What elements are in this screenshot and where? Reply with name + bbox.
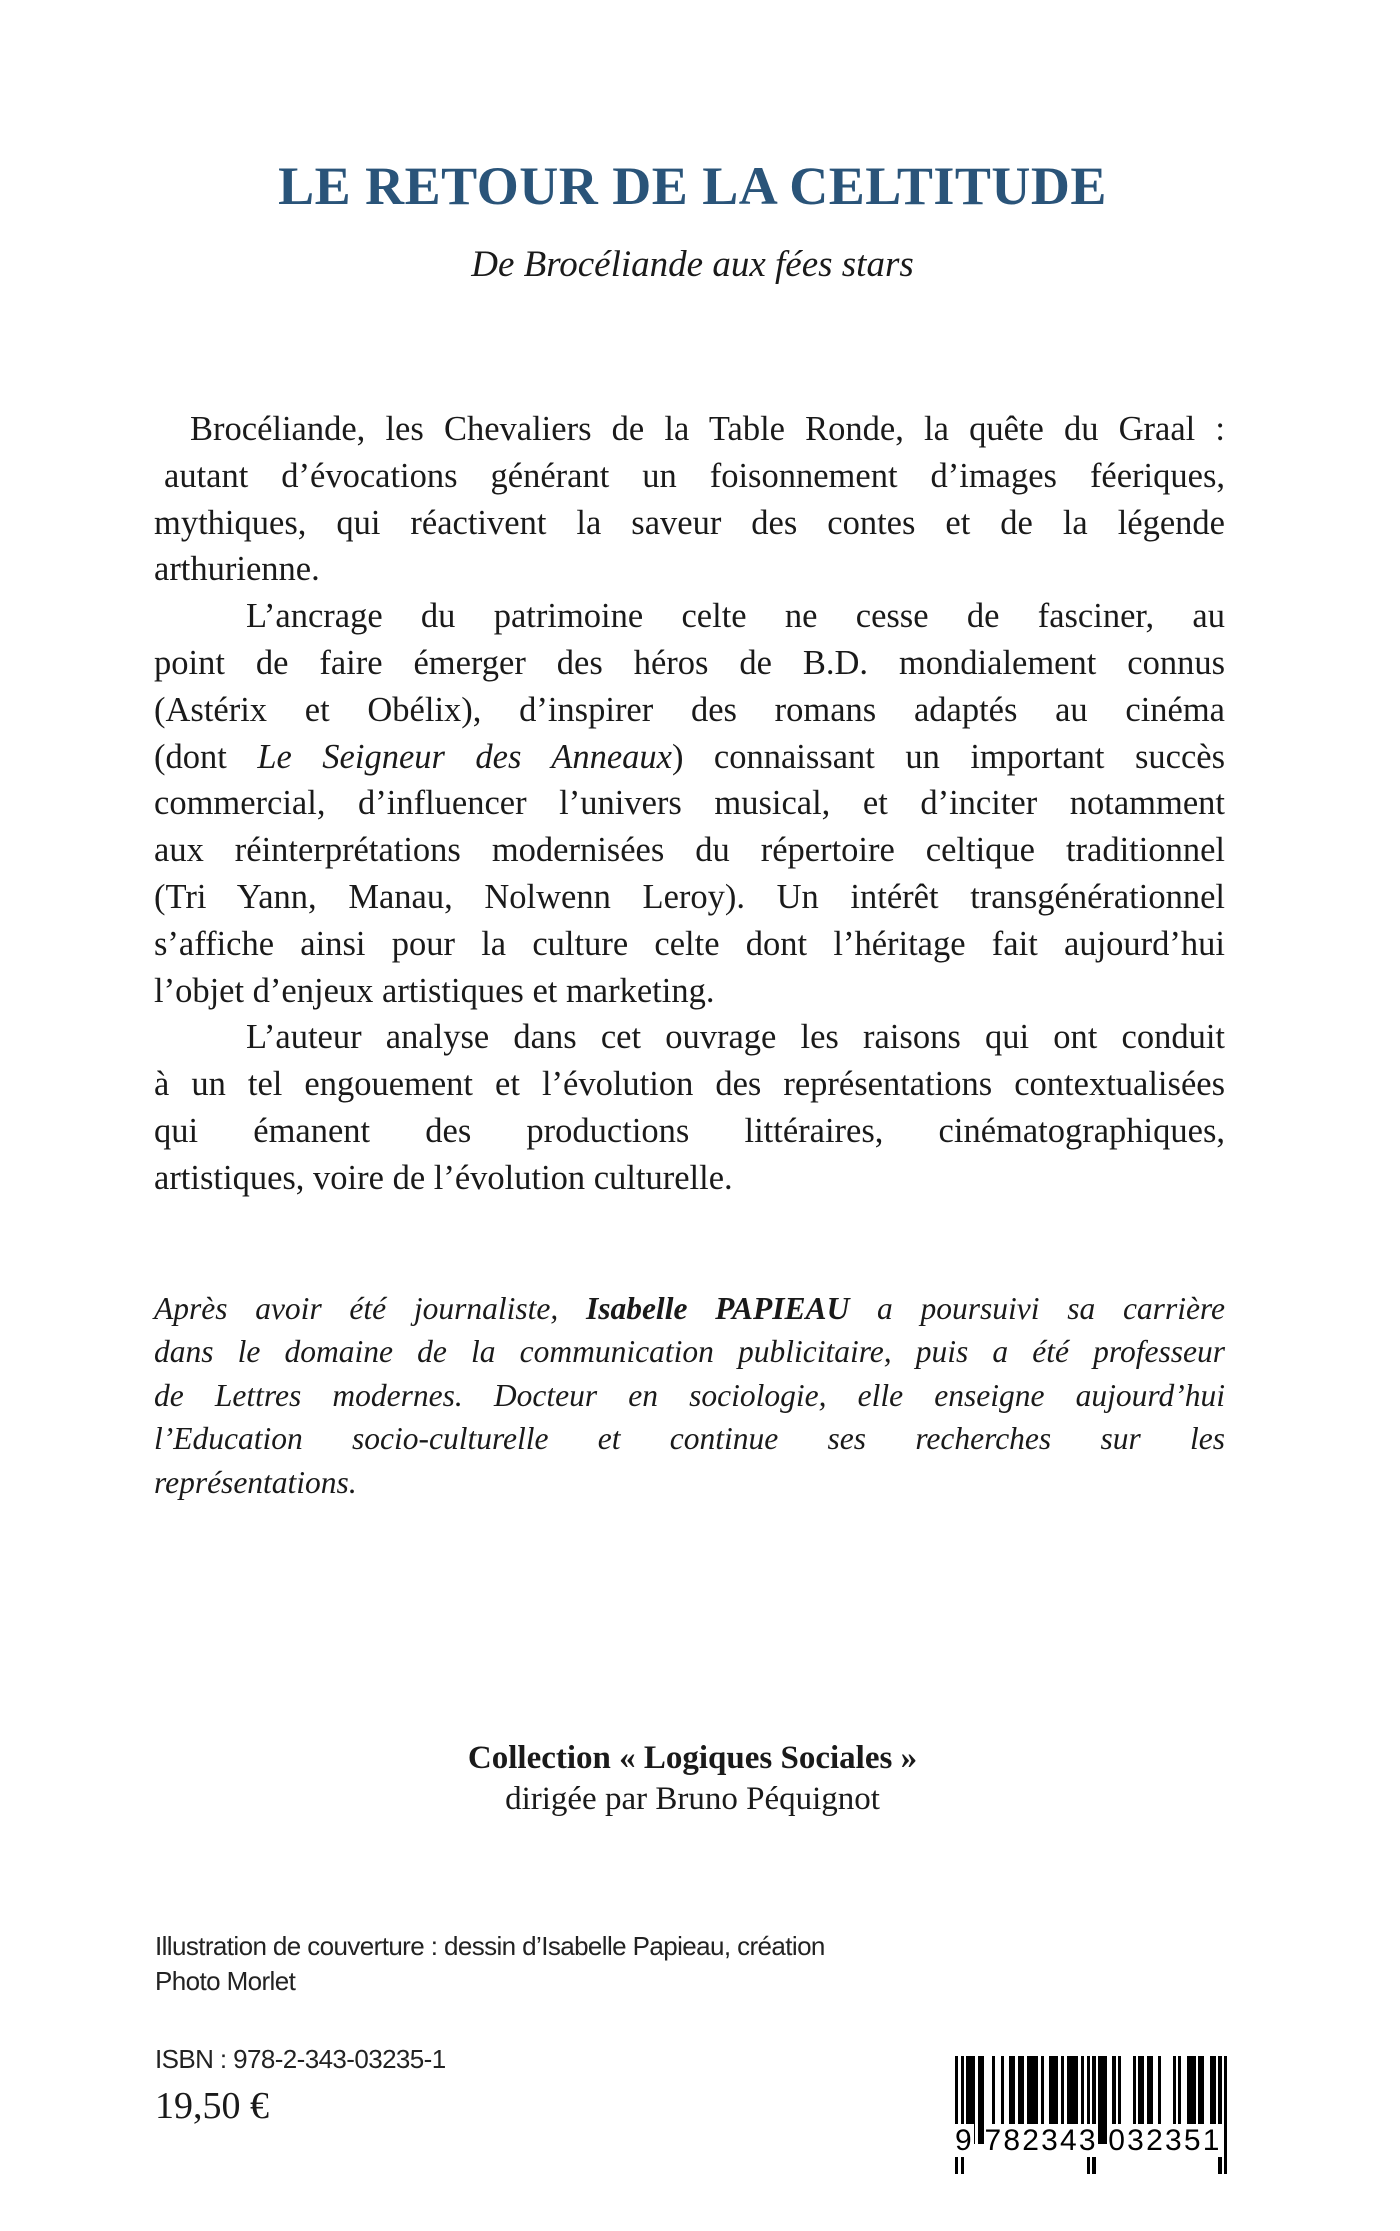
blurb-line: L’auteur analyse dans cet ouvrage les raisons qui ont conduit (246, 1018, 1225, 1057)
blurb-line: L’ancrage du patrimoine celte ne cesse de fasciner, au (246, 597, 1225, 636)
bio-line: de Lettres modernes. Docteur en sociologie, elle enseigne aujourd’hui (154, 1377, 1225, 1413)
blurb-line: commercial, d’influencer l’univers musical, et d’inciter notamment (154, 784, 1225, 823)
barcode-digits-right: 032351 (1108, 2124, 1222, 2157)
book-subtitle: De Brocéliande aux fées stars (471, 244, 914, 285)
isbn: ISBN : 978-2-343-03235-1 (155, 2044, 446, 2074)
bio-line: représentations. (154, 1464, 357, 1500)
blurb-line: Brocéliande, les Chevaliers de la Table Ronde, la quête du Graal : (190, 410, 1225, 448)
bio-line: l’Education socio-culturelle et continue ses recherches sur les (154, 1421, 1225, 1457)
blurb-line (154, 734, 1225, 781)
blurb-line: aux réinterprétations modernisées du répertoire celtique traditionnel (154, 831, 1225, 870)
text: (dont (154, 737, 258, 776)
blurb-line: s’affiche ainsi pour la culture celte dont l’héritage fait aujourd’hui (154, 924, 1225, 963)
barcode-digit-first: 9 (955, 2124, 974, 2157)
blurb-line: (Astérix et Obélix), d’inspirer des romans adaptés au cinéma (154, 690, 1225, 729)
text: Après avoir été journaliste, (154, 1291, 586, 1326)
collection-name: Collection « Logiques Sociales » (467, 1740, 918, 1776)
blurb-line: (Tri Yann, Manau, Nolwenn Leroy). Un intérêt transgénérationnel (154, 877, 1225, 916)
collection-director: dirigée par Bruno Péquignot (505, 1781, 880, 1817)
blurb-line: arthurienne. (154, 550, 320, 589)
blurb-line: artistiques, voire de l’évolution culturelle. (154, 1158, 733, 1197)
blurb (154, 406, 1225, 1202)
price: 19,50 € (155, 2085, 269, 2127)
text: ) connaissant un important succès (671, 737, 1225, 776)
author-bio (154, 1287, 1225, 1504)
blurb-line: l’objet d’enjeux artistiques et marketing. (154, 971, 715, 1010)
book-title: LE RETOUR DE LA CELTITUDE (278, 156, 1107, 216)
barcode-digits-left: 782343 (984, 2124, 1098, 2157)
blurb-line: point de faire émerger des héros de B.D. mondialement connus (154, 643, 1225, 682)
photo-credit: Photo Morlet (155, 1966, 296, 1996)
text: a poursuivi sa carrière (849, 1291, 1226, 1326)
barcode-digits (955, 2124, 1230, 2158)
bio-line (154, 1287, 1225, 1330)
blurb-line: à un tel engouement et l’évolution des représentations contextualisées (154, 1065, 1225, 1104)
bio-line: dans le domaine de la communication publicitaire, puis a été professeur (154, 1334, 1225, 1370)
illustration-credit: Illustration de couverture : dessin d’Isabelle Papieau, création (155, 1931, 825, 1961)
blurb-line: mythiques, qui réactivent la saveur des contes et de la légende (154, 503, 1225, 542)
author-name: Isabelle PAPIEAU (585, 1291, 850, 1326)
book-reference: Le Seigneur des Anneaux (257, 737, 672, 776)
blurb-line: autant d’évocations générant un foisonnement d’images féeriques, (164, 456, 1225, 495)
blurb-line: qui émanent des productions littéraires, cinématographiques, (154, 1111, 1225, 1150)
